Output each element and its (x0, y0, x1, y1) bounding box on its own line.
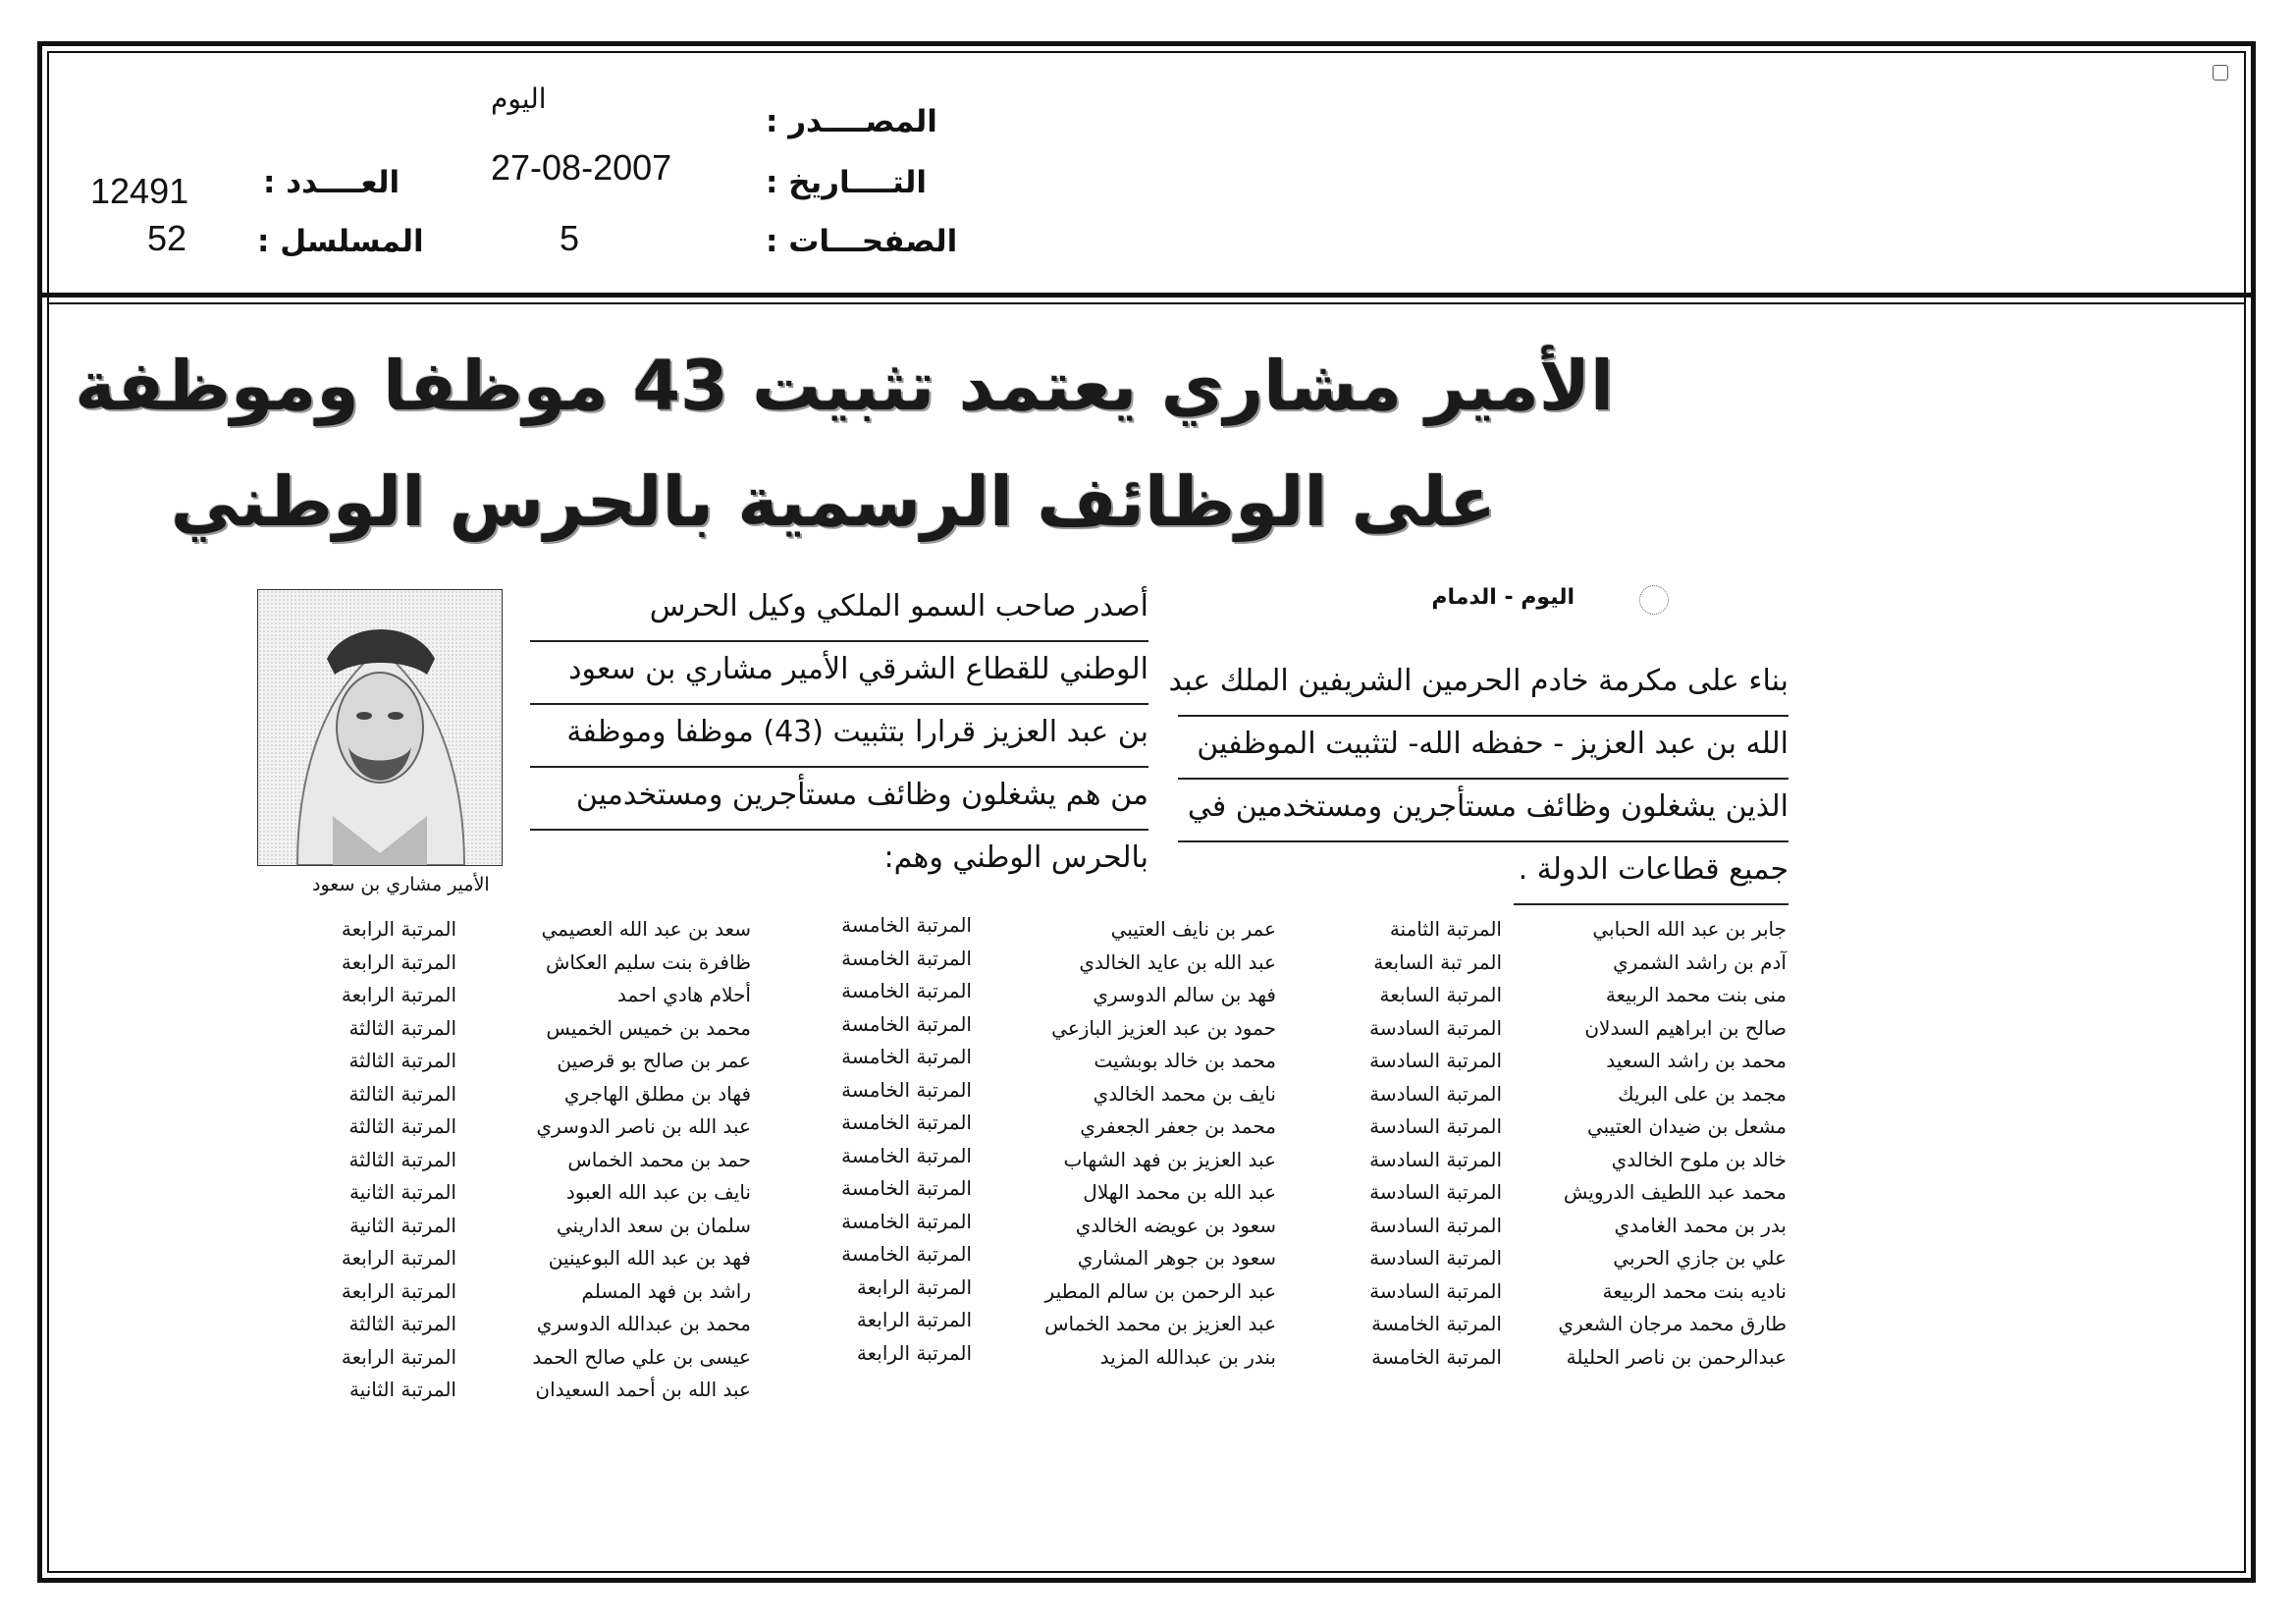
list-name: حمود بن عبد العزيز البازعي (1051, 1015, 1276, 1040)
source-label: المصــــدر : (766, 104, 937, 139)
list-name: محمد بن خالد بوبشيت (1094, 1049, 1276, 1072)
issue-value: 12491 (90, 171, 189, 211)
list-name: منى بنت محمد الربيعة (1605, 983, 1787, 1006)
list-rank: المرتبة الرابعة (341, 1344, 456, 1369)
intro-paragraph (1168, 654, 1789, 905)
decision-line: من هم يشغلون وظائف مستأجرين ومستخدمين (530, 768, 1148, 831)
list-rank: المرتبة السادسة (1369, 1180, 1502, 1204)
list-rank: المرتبة الخامسة (841, 1045, 972, 1068)
list-rank: المر تبة السابعة (1373, 949, 1502, 974)
list-rank: المرتبة الخامسة (841, 1242, 972, 1266)
list-rank: المرتبة الرابعة (341, 983, 456, 1006)
list-rank: المرتبة السادسة (1369, 1114, 1502, 1138)
list-name: صالح بن ابراهيم السدلان (1584, 1015, 1787, 1040)
pages-label: الصفحـــات : (766, 224, 958, 259)
list-name: نايف بن عبد الله العبود (565, 1180, 751, 1204)
decision-paragraph (530, 579, 1148, 893)
list-rank: المرتبة السادسة (1369, 1015, 1502, 1040)
list-name: نايف بن محمد الخالدي (1093, 1081, 1276, 1106)
list-name: راشد بن فهد المسلم (581, 1278, 751, 1303)
list-name: خالد بن ملوح الخالدي (1611, 1147, 1787, 1171)
serial-label: المسلسل : (257, 224, 424, 259)
list-rank: المرتبة الخامسة (841, 1176, 972, 1200)
list-name: عمر بن نايف العتيبي (1110, 917, 1276, 941)
corner-mark (2213, 65, 2228, 81)
list-rank: المرتبة الرابعة (856, 1308, 972, 1331)
date-value: 27-08-2007 (491, 147, 672, 188)
list-rank: المرتبة الثالثة (348, 1114, 456, 1138)
list-rank: المرتبة الرابعة (856, 1340, 972, 1365)
list-rank: المرتبة الخامسة (841, 1077, 972, 1102)
date-label: التــــاريخ : (766, 165, 927, 200)
list-rank: المرتبة الخامسة (841, 979, 972, 1002)
headline-line-2: على الوظائف الرسمية بالحرس الوطني (170, 461, 1496, 542)
list-name: عبدالرحمن بن ناصر الحليلة (1566, 1344, 1787, 1369)
list-rank: المرتبة السادسة (1369, 1081, 1502, 1106)
source-value: اليوم (491, 82, 547, 115)
list-rank: المرتبة الثانية (348, 1378, 456, 1401)
list-rank: المرتبة الثالثة (348, 1015, 456, 1040)
list-rank: المرتبة الثالثة (348, 1147, 456, 1171)
list-name: سلمان بن سعد الداريني (556, 1213, 751, 1237)
pages-value: 5 (560, 218, 580, 258)
names-column-3 (496, 913, 751, 1407)
list-name: عبد العزيز بن محمد الخماس (1044, 1312, 1276, 1335)
list-rank: المرتبة السادسة (1369, 1246, 1502, 1270)
list-rank: المرتبة الثالثة (348, 1312, 456, 1335)
header-divider-inner (47, 302, 2246, 304)
names-column-1 (1531, 913, 1787, 1374)
list-name: عبد الرحمن بن سالم المطير (1044, 1278, 1276, 1303)
list-name: فهاد بن مطلق الهاجري (563, 1081, 751, 1106)
list-rank: المرتبة الثانية (348, 1180, 456, 1204)
list-name: مجمد بن على البريك (1618, 1081, 1787, 1106)
list-name: طارق محمد مرجان الشعري (1558, 1312, 1787, 1335)
photo-caption: الأمير مشاري بن سعود (312, 874, 490, 895)
ranks-column-1 (1335, 913, 1502, 1374)
list-name: محمد بن عبدالله الدوسري (536, 1312, 751, 1335)
list-rank: المرتبة الرابعة (341, 917, 456, 941)
list-name: سعد بن عبد الله العصيمي (541, 917, 751, 941)
list-name: علي بن جازي الحربي (1613, 1246, 1787, 1270)
list-name: عبد الله بن محمد الهلال (1083, 1180, 1276, 1204)
list-name: آدم بن راشد الشمري (1613, 949, 1787, 974)
list-rank: المرتبة الخامسة (1371, 1344, 1502, 1369)
list-name: محمد بن راشد السعيد (1606, 1049, 1787, 1072)
list-rank: المرتبة الثانية (348, 1213, 456, 1237)
list-rank: المرتبة السابعة (1379, 983, 1502, 1006)
list-rank: المرتبة الرابعة (856, 1274, 972, 1299)
intro-line: جميع قطاعات الدولة . (1514, 842, 1789, 905)
intro-line: الذين يشغلون وظائف مستأجرين ومستخدمين في (1178, 780, 1789, 842)
list-name: محمد عبد اللطيف الدرويش (1563, 1180, 1787, 1204)
list-rank: المرتبة الرابعة (341, 949, 456, 974)
list-rank: المرتبة الخامسة (841, 1110, 972, 1134)
list-rank: المرتبة الخامسة (841, 1011, 972, 1036)
list-rank: المرتبة الخامسة (841, 1143, 972, 1167)
list-name: حمد بن محمد الخماس (567, 1147, 751, 1171)
list-rank: المرتبة الثالثة (348, 1049, 456, 1072)
headline-line-1: الأمير مشاري يعتمد تثبيت 43 موظفا وموظفة (75, 346, 1614, 426)
header-divider (37, 293, 2256, 298)
issue-label: العــــدد : (263, 165, 400, 200)
decision-line: بالحرس الوطني وهم: (883, 840, 1148, 875)
list-name: عبد الله بن ناصر الدوسري (536, 1114, 751, 1138)
byline: اليوم - الدمام (1431, 585, 1575, 610)
list-rank: المرتبة السادسة (1369, 1213, 1502, 1237)
list-rank: المرتبة الرابعة (341, 1246, 456, 1270)
list-name: بدر بن محمد الغامدي (1614, 1213, 1787, 1237)
list-rank: المرتبة الثالثة (348, 1081, 456, 1106)
list-name: بندر بن عبدالله المزيد (1099, 1344, 1276, 1369)
decision-line: الوطني للقطاع الشرقي الأمير مشاري بن سعود (530, 642, 1148, 705)
names-column-2 (991, 913, 1276, 1374)
serial-value: 52 (147, 218, 187, 258)
prince-photo (257, 589, 503, 866)
list-name: ناديه بنت محمد الربيعة (1602, 1278, 1787, 1303)
list-name: عمر بن صالح بو قرصين (557, 1049, 751, 1072)
list-name: ظافرة بنت سليم العكاش (546, 949, 751, 974)
list-name: عبد الله بن أحمد السعيدان (535, 1378, 751, 1401)
intro-line: الله بن عبد العزيز - حفظه الله- لتثبيت الموظفين (1178, 717, 1789, 780)
list-name: عبد الله بن عايد الخالدي (1079, 949, 1276, 974)
list-rank: المرتبة السادسة (1369, 1147, 1502, 1171)
list-name: سعود بن عويضه الخالدي (1075, 1213, 1276, 1237)
list-rank: المرتبة الثامنة (1389, 917, 1502, 941)
list-rank: المرتبة السادسة (1369, 1049, 1502, 1072)
list-rank: المرتبة الخامسة (841, 1209, 972, 1233)
decision-line: أصدر صاحب السمو الملكي وكيل الحرس (530, 579, 1148, 642)
list-name: فهد بن عبد الله البوعينين (548, 1246, 751, 1270)
list-rank: المرتبة السادسة (1369, 1278, 1502, 1303)
intro-line: بناء على مكرمة خادم الحرمين الشريفين الملك عبد (1178, 654, 1789, 717)
list-name: فهد بن سالم الدوسري (1093, 983, 1276, 1006)
list-name: محمد بن جعفر الجعفري (1080, 1114, 1276, 1138)
list-rank: المرتبة الخامسة (1371, 1312, 1502, 1335)
list-name: جابر بن عبد الله الحبابي (1592, 917, 1787, 941)
list-name: أحلام هادي احمد (616, 983, 751, 1006)
list-name: عبد العزيز بن فهد الشهاب (1063, 1147, 1276, 1171)
list-rank: المرتبة الخامسة (841, 946, 972, 970)
ranks-column-2 (805, 909, 972, 1370)
list-name: سعود بن جوهر المشاري (1077, 1246, 1276, 1270)
list-name: محمد بن خميس الخميس (546, 1015, 751, 1040)
logo-icon (1639, 585, 1669, 615)
list-rank: المرتبة الرابعة (341, 1278, 456, 1303)
list-name: عيسى بن علي صالح الحمد (532, 1344, 751, 1369)
list-rank: المرتبة الخامسة (841, 913, 972, 937)
ranks-column-3 (285, 913, 456, 1407)
list-name: مشعل بن ضيدان العتيبي (1586, 1114, 1787, 1138)
decision-line: بن عبد العزيز قرارا بتثبيت (43) موظفا وموظفة (530, 705, 1148, 768)
